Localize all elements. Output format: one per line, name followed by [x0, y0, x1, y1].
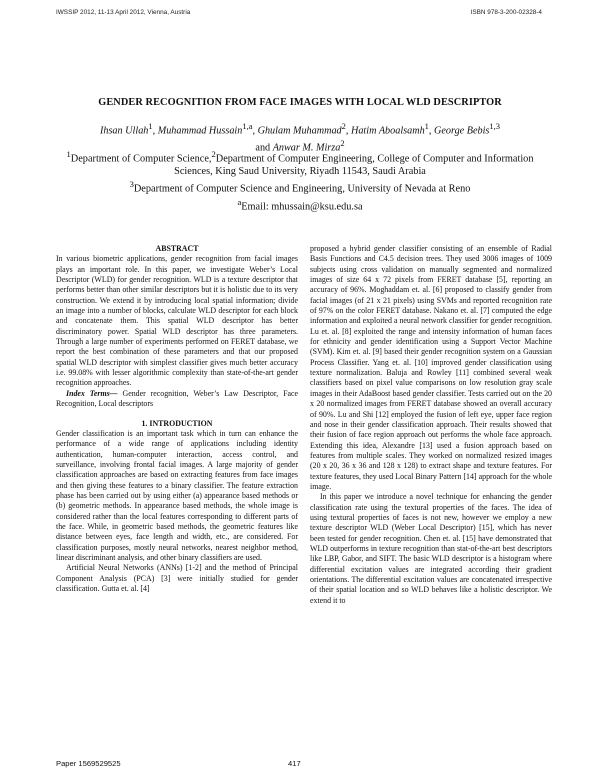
- affiliation-mark: 3: [129, 179, 134, 190]
- affiliation-text: Department of Computer Science and Engineering, University of Nevada at Reno: [133, 183, 471, 195]
- author-affiliation-mark: 2: [341, 121, 346, 131]
- author-name: Anwar M. Mirza: [272, 142, 341, 154]
- left-column: [56, 244, 298, 594]
- abstract-body: In various biometric applications, gender recognition from facial images plays an important role. In this paper, we investigate Weber’s Local Descriptor (WLD) for gender recognition. WLD is a texture descriptor that performs better than other similar descriptors but it is holistic due to its very construction. We extend it by introducing local spatial information; divide an image into a number of blocks, calculate WLD descriptor for each block and concatenate them. This spatial WLD descriptor has better discriminatory power. Spatial WLD descriptor has three parameters. Through a large number of experiments performed on FERET database, we report the best combination of these parameters and that our proposed spatial WLD descriptor with simplest classifier gives much better accuracy i.e. 99.08% with lesser algorithmic complexity than state-of-the-art gender recognition approaches.: [56, 254, 298, 388]
- affiliations: [56, 148, 544, 213]
- conference-header: IWSSIP 2012, 11-13 April 2012, Vienna, Austria: [56, 9, 191, 16]
- author-affiliation-mark: 1,a: [242, 121, 253, 131]
- abstract-heading: ABSTRACT: [155, 244, 199, 253]
- affiliation-mark: 2: [211, 149, 216, 159]
- author-affiliation-mark: 1,3: [489, 121, 500, 131]
- email-address: Email: mhussain@ksu.edu.sa: [241, 201, 363, 213]
- affiliation-text: Department of Computer Engineering, College of Computer and Information Sciences, King Saud University, Riyadh 11543, Saudi Arabia: [174, 153, 534, 178]
- author-affiliation-mark: 2: [340, 138, 345, 149]
- intro-paragraph: Artificial Neural Networks (ANNs) [1-2] and the method of Principal Component Analysis (PCA) [3] were initially studied for gender classification. Gutta et. al. [4]: [56, 563, 298, 593]
- author-conjunction: and: [255, 142, 273, 154]
- intro-paragraph: Gender classification is an important task which in turn can enhance the performance of a wide range of applications including identity authentication, human-computer interaction, access control, and surveillance, involving frontal facial images. A large majority of gender classification approaches are based on extracting features from face images and then giving these features to a binary classifier. The feature extraction phase has been carried out by using either (a) appearance based methods or (b) geometric methods. In appearance based methods, the whole image is considered rather than the local features corresponding to different parts of the face. While, in geometric based methods, the geometric features like distance between eyes, face length and width, etc., are considered. For classification purposes, mostly neural networks, nearest neighbor method, linear discriminant analysis, and other binary classifiers are used.: [56, 428, 298, 562]
- index-terms: [56, 389, 298, 410]
- author-separator: ,: [345, 125, 351, 137]
- affiliation-mark: 1: [66, 149, 71, 159]
- author-separator: ,: [152, 125, 158, 137]
- author-name: Ihsan Ullah: [99, 125, 149, 137]
- affiliation-text: Department of Computer Science,: [70, 153, 212, 165]
- author-name: George Bebis: [434, 125, 490, 137]
- author-affiliation-mark: 1: [424, 121, 429, 131]
- author-name: Hatim Aboalsamh: [350, 125, 425, 137]
- affiliation-mark: a: [237, 196, 242, 207]
- paper-id-footer: Paper 1569529525: [56, 759, 121, 768]
- introduction-heading: 1. INTRODUCTION: [141, 418, 213, 428]
- isbn-header: ISBN 978-3-200-02328-4: [470, 9, 542, 16]
- author-separator: ,: [428, 125, 435, 137]
- author-name: Muhammad Hussain: [157, 125, 243, 137]
- paper-title: GENDER RECOGNITION FROM FACE IMAGES WITH LOCAL WLD DESCRIPTOR: [98, 97, 502, 108]
- author-name: Ghulam Muhammad: [257, 125, 342, 137]
- author-separator: ,: [252, 125, 258, 137]
- right-column: [310, 244, 552, 606]
- index-terms-text: Gender recognition, Weber’s Law Descriptor, Face Recognition, Local descriptors: [56, 388, 298, 409]
- author-affiliation-mark: 1: [148, 121, 153, 131]
- page-number: 417: [288, 759, 301, 768]
- body-paragraph: In this paper we introduce a novel technique for enhancing the gender classification rate using the textural properties of the faces. The idea of using textural properties of faces is not new, however we employ a new texture descriptor WLD (Weber Local Descriptor) [15], which has never been tested for gender recognition. Chen et. al. [15] have demonstrated that WLD outperforms in texture recognition than stat-of-the-art best descriptors like LBP, Gabor, and SIFT. The basic WLD descriptor is a histogram where differential excitation values are integrated according their gradient orientations. The differential excitation values are concatenated irrespective of their spatial location and so WLD behaves like a holistic descriptor. We extend it to: [310, 492, 552, 605]
- index-terms-label: Index Terms—: [66, 388, 118, 398]
- body-paragraph: proposed a hybrid gender classifier consisting of an ensemble of Radial Basis Functions and C4.5 decision trees. They used 3006 images of 1009 subjects using cross validation on manually segmented and normalized images of size 64 x 72 pixels from FERET database [5], reporting an accuracy of 96%. Moghaddam et. al. [6] proposed to classify gender from facial images (of 21 x 21 pixels) using SVMs and reported recognition rate of 97% on the color FERET database. Nakano et. al. [7] computed the edge information and exploited a neural network classifier for gender recognition. Lu et. al. [8] exploited the range and intensity information of human faces for ethnicity and gender identification using a Support Vector Machine (SVM). Kim et. al. [9] based their gender recognition system on a Gaussian Process Classifier. Yang et. al. [10] improved gender classification using texture normalization. Baluja and Rowley [11] combined several weak classifiers based on pixel value comparisons on low resolution gray scale images in their AdaBoost based gender classifier. Tests carried out on the 20 x 20 normalized images from FERET database showed an overall accuracy of 90%. Lu and Shi [12] employed the fusion of left eye, upper face region and nose in their gender classification approach. Their results showed that their fusion of face region approach out performs the whole face approach. Extending this idea, Alexandre [13] used a fusion approach based on features from multiple scales. They worked on normalized resized images (20 x 20, 36 x 36 and 128 x 128) to extract shape and texture features. For texture features, they used Local Binary Pattern [14] approach for the whole image.: [310, 244, 552, 491]
